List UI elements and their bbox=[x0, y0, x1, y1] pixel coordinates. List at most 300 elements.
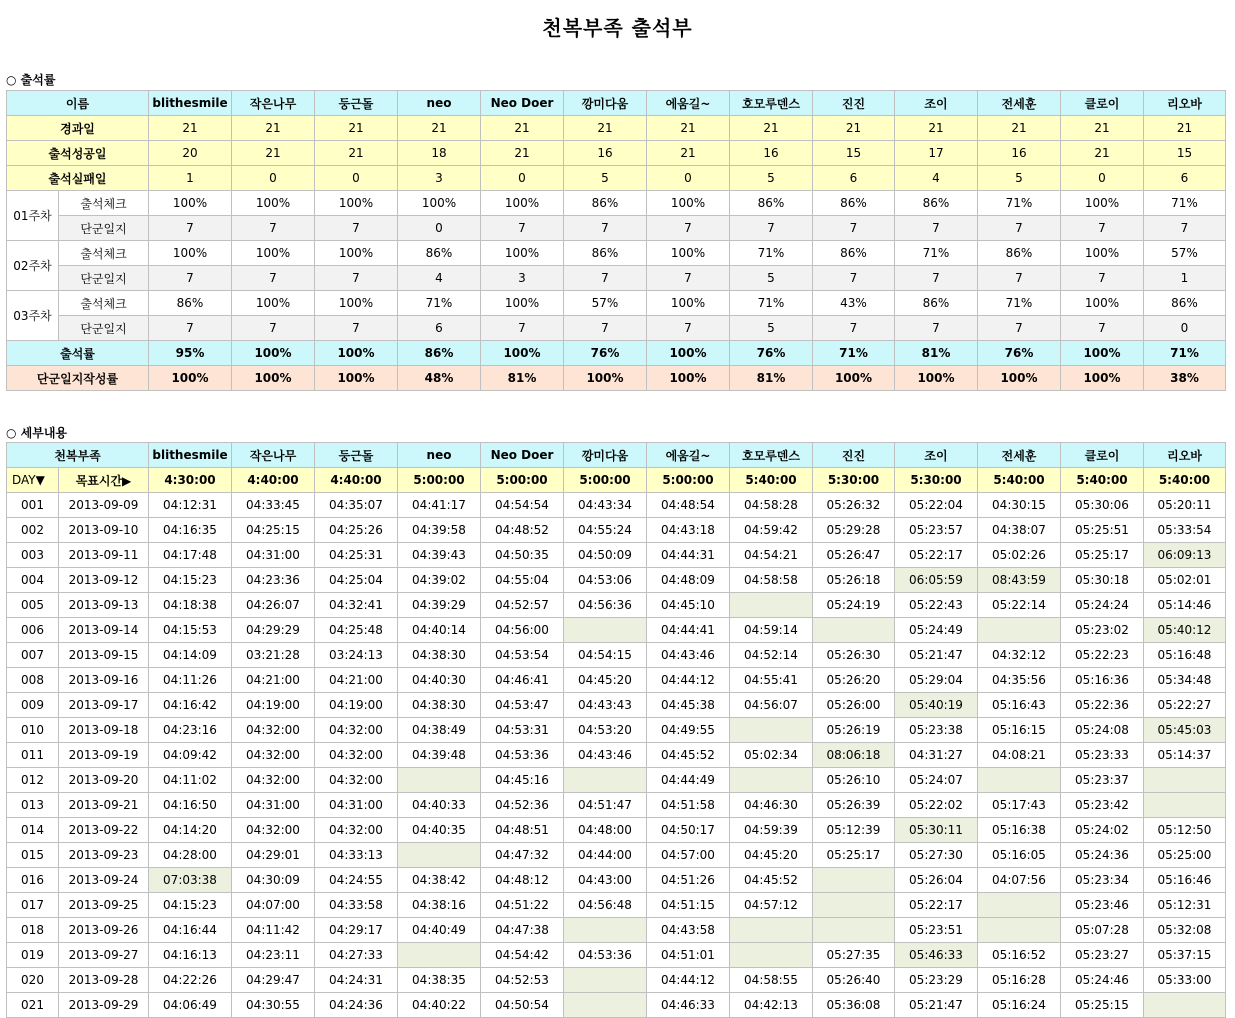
rate-value: 71% bbox=[813, 341, 895, 366]
checkin-time: 04:24:55 bbox=[315, 868, 398, 893]
checkin-time: 04:15:23 bbox=[149, 893, 232, 918]
week-check-row bbox=[7, 291, 1226, 316]
checkin-time: 04:17:48 bbox=[149, 543, 232, 568]
checkin-time: 05:14:37 bbox=[1144, 743, 1226, 768]
checkin-time: 04:56:48 bbox=[564, 893, 647, 918]
journal-value: 7 bbox=[232, 216, 315, 241]
checkin-time: 04:40:22 bbox=[398, 993, 481, 1018]
checkin-time bbox=[398, 843, 481, 868]
elapsed-row-value: 21 bbox=[1061, 116, 1144, 141]
fail-row-value: 6 bbox=[1144, 166, 1226, 191]
checkin-time: 05:40:12 bbox=[1144, 618, 1226, 643]
checkin-time: 04:53:06 bbox=[564, 568, 647, 593]
fail-row-value: 6 bbox=[813, 166, 895, 191]
checkin-time: 04:53:54 bbox=[481, 643, 564, 668]
target-time: 4:40:00 bbox=[315, 468, 398, 493]
checkin-time bbox=[1144, 768, 1226, 793]
member-name: 에움길~ bbox=[647, 443, 730, 468]
journal-rate-value: 100% bbox=[1061, 366, 1144, 391]
checkin-time: 04:25:26 bbox=[315, 518, 398, 543]
detail-section-label: ○ 세부내용 bbox=[6, 426, 68, 440]
week-label: 01주차 bbox=[7, 191, 59, 241]
checkin-time: 04:16:42 bbox=[149, 693, 232, 718]
checkin-time: 04:51:01 bbox=[647, 943, 730, 968]
fail-row-value: 0 bbox=[647, 166, 730, 191]
checkin-time bbox=[1144, 793, 1226, 818]
checkin-time: 04:06:49 bbox=[149, 993, 232, 1018]
journal-value: 7 bbox=[232, 316, 315, 341]
journal-value: 7 bbox=[149, 216, 232, 241]
checkin-time: 06:09:13 bbox=[1144, 543, 1226, 568]
checkin-time: 04:25:15 bbox=[232, 518, 315, 543]
rate-value: 86% bbox=[398, 341, 481, 366]
checkin-time: 04:59:14 bbox=[730, 618, 813, 643]
check-value: 71% bbox=[398, 291, 481, 316]
journal-value: 7 bbox=[813, 216, 895, 241]
success-row-value: 16 bbox=[564, 141, 647, 166]
checkin-time: 04:53:36 bbox=[481, 743, 564, 768]
target-time: 5:00:00 bbox=[564, 468, 647, 493]
checkin-time: 04:12:31 bbox=[149, 493, 232, 518]
checkin-time: 05:26:30 bbox=[813, 643, 895, 668]
checkin-time: 04:53:20 bbox=[564, 718, 647, 743]
checkin-time: 05:26:20 bbox=[813, 668, 895, 693]
day-row bbox=[7, 893, 1226, 918]
rate-value: 71% bbox=[1144, 341, 1226, 366]
elapsed-row-value: 21 bbox=[647, 116, 730, 141]
journal-rate-row bbox=[7, 366, 1226, 391]
fail-row-value: 0 bbox=[315, 166, 398, 191]
checkin-time: 04:32:00 bbox=[232, 768, 315, 793]
checkin-time: 05:22:14 bbox=[978, 593, 1061, 618]
name-header: 이름 bbox=[7, 91, 149, 116]
day-date: 2013-09-25 bbox=[59, 893, 149, 918]
summary-section-label: ○ 출석률 bbox=[6, 73, 56, 87]
checkin-time: 04:40:49 bbox=[398, 918, 481, 943]
day-number: 009 bbox=[7, 693, 59, 718]
checkin-time bbox=[730, 768, 813, 793]
checkin-time: 04:28:00 bbox=[149, 843, 232, 868]
day-date: 2013-09-22 bbox=[59, 818, 149, 843]
checkin-time: 05:16:36 bbox=[1061, 668, 1144, 693]
check-value: 100% bbox=[232, 241, 315, 266]
checkin-time: 05:23:46 bbox=[1061, 893, 1144, 918]
checkin-time: 05:36:08 bbox=[813, 993, 895, 1018]
checkin-time: 04:45:52 bbox=[647, 743, 730, 768]
checkin-time: 05:12:39 bbox=[813, 818, 895, 843]
checkin-time: 05:22:04 bbox=[895, 493, 978, 518]
member-name: 에움길~ bbox=[647, 91, 730, 116]
checkin-time bbox=[730, 943, 813, 968]
member-name: neo bbox=[398, 443, 481, 468]
check-value: 100% bbox=[481, 291, 564, 316]
elapsed-row-value: 21 bbox=[315, 116, 398, 141]
success-row-value: 21 bbox=[315, 141, 398, 166]
checkin-time: 05:16:48 bbox=[1144, 643, 1226, 668]
checkin-time: 04:56:36 bbox=[564, 593, 647, 618]
journal-label: 단군일지 bbox=[59, 216, 149, 241]
check-value: 71% bbox=[895, 241, 978, 266]
checkin-time: 05:26:47 bbox=[813, 543, 895, 568]
week-check-row bbox=[7, 191, 1226, 216]
checkin-time: 05:22:02 bbox=[895, 793, 978, 818]
member-name: blithesmile bbox=[149, 443, 232, 468]
journal-value: 0 bbox=[1144, 316, 1226, 341]
checkin-time: 04:18:38 bbox=[149, 593, 232, 618]
checkin-time: 05:17:43 bbox=[978, 793, 1061, 818]
checkin-time: 04:55:04 bbox=[481, 568, 564, 593]
checkin-time: 04:42:13 bbox=[730, 993, 813, 1018]
checkin-time: 04:58:58 bbox=[730, 568, 813, 593]
elapsed-row-value: 21 bbox=[149, 116, 232, 141]
checkin-time: 05:22:43 bbox=[895, 593, 978, 618]
checkin-time bbox=[813, 918, 895, 943]
tribe-label: 천복부족 bbox=[7, 443, 149, 468]
check-value: 100% bbox=[315, 291, 398, 316]
detail-header-row bbox=[7, 443, 1226, 468]
checkin-time: 04:43:46 bbox=[564, 743, 647, 768]
checkin-time: 04:30:15 bbox=[978, 493, 1061, 518]
checkin-time: 04:32:12 bbox=[978, 643, 1061, 668]
day-number: 019 bbox=[7, 943, 59, 968]
checkin-time: 04:40:35 bbox=[398, 818, 481, 843]
checkin-time: 05:26:04 bbox=[895, 868, 978, 893]
checkin-time: 05:22:23 bbox=[1061, 643, 1144, 668]
checkin-time: 05:26:39 bbox=[813, 793, 895, 818]
check-value: 86% bbox=[813, 191, 895, 216]
member-name: 진진 bbox=[813, 91, 895, 116]
checkin-time: 04:31:27 bbox=[895, 743, 978, 768]
day-number: 001 bbox=[7, 493, 59, 518]
check-value: 100% bbox=[149, 241, 232, 266]
check-value: 86% bbox=[149, 291, 232, 316]
checkin-time: 04:56:00 bbox=[481, 618, 564, 643]
journal-value: 7 bbox=[978, 266, 1061, 291]
checkin-time: 04:39:58 bbox=[398, 518, 481, 543]
checkin-time: 05:14:46 bbox=[1144, 593, 1226, 618]
check-value: 100% bbox=[1061, 191, 1144, 216]
checkin-time: 04:52:14 bbox=[730, 643, 813, 668]
checkin-time: 04:43:46 bbox=[647, 643, 730, 668]
checkin-time: 04:38:16 bbox=[398, 893, 481, 918]
checkin-time: 04:48:12 bbox=[481, 868, 564, 893]
checkin-time bbox=[730, 718, 813, 743]
success-row-value: 18 bbox=[398, 141, 481, 166]
checkin-time: 05:32:08 bbox=[1144, 918, 1226, 943]
checkin-time: 04:44:41 bbox=[647, 618, 730, 643]
journal-value: 7 bbox=[564, 316, 647, 341]
checkin-time: 04:32:00 bbox=[315, 818, 398, 843]
checkin-time: 05:23:38 bbox=[895, 718, 978, 743]
checkin-time: 04:21:00 bbox=[315, 668, 398, 693]
checkin-time: 08:06:18 bbox=[813, 743, 895, 768]
checkin-time: 04:43:18 bbox=[647, 518, 730, 543]
journal-rate-value: 100% bbox=[149, 366, 232, 391]
day-row bbox=[7, 868, 1226, 893]
checkin-time: 04:16:44 bbox=[149, 918, 232, 943]
checkin-time: 04:49:55 bbox=[647, 718, 730, 743]
day-date: 2013-09-26 bbox=[59, 918, 149, 943]
check-value: 86% bbox=[978, 241, 1061, 266]
checkin-time: 04:50:09 bbox=[564, 543, 647, 568]
journal-value: 7 bbox=[813, 316, 895, 341]
checkin-time: 05:25:17 bbox=[1061, 543, 1144, 568]
checkin-time: 05:23:27 bbox=[1061, 943, 1144, 968]
success-row bbox=[7, 141, 1226, 166]
rate-value: 76% bbox=[978, 341, 1061, 366]
day-date: 2013-09-16 bbox=[59, 668, 149, 693]
checkin-time: 04:43:43 bbox=[564, 693, 647, 718]
journal-value: 4 bbox=[398, 266, 481, 291]
journal-rate-value: 100% bbox=[232, 366, 315, 391]
day-row bbox=[7, 543, 1226, 568]
member-name: 전세훈 bbox=[978, 91, 1061, 116]
checkin-time: 04:46:41 bbox=[481, 668, 564, 693]
day-row bbox=[7, 818, 1226, 843]
journal-value: 7 bbox=[149, 266, 232, 291]
checkin-time: 05:45:03 bbox=[1144, 718, 1226, 743]
checkin-time: 04:38:42 bbox=[398, 868, 481, 893]
target-time: 4:30:00 bbox=[149, 468, 232, 493]
checkin-time: 04:14:09 bbox=[149, 643, 232, 668]
target-time: 5:00:00 bbox=[398, 468, 481, 493]
checkin-time: 04:40:33 bbox=[398, 793, 481, 818]
target-time: 5:30:00 bbox=[813, 468, 895, 493]
day-date: 2013-09-09 bbox=[59, 493, 149, 518]
target-label: 목표시간▶ bbox=[59, 468, 149, 493]
checkin-time: 04:54:15 bbox=[564, 643, 647, 668]
journal-value: 7 bbox=[481, 216, 564, 241]
day-date: 2013-09-10 bbox=[59, 518, 149, 543]
target-time: 5:00:00 bbox=[647, 468, 730, 493]
check-value: 100% bbox=[647, 191, 730, 216]
checkin-time: 04:57:12 bbox=[730, 893, 813, 918]
day-number: 002 bbox=[7, 518, 59, 543]
day-number: 011 bbox=[7, 743, 59, 768]
checkin-time: 05:16:46 bbox=[1144, 868, 1226, 893]
success-row-value: 21 bbox=[1061, 141, 1144, 166]
fail-row-label: 출석실패일 bbox=[7, 166, 149, 191]
journal-value: 7 bbox=[1061, 216, 1144, 241]
checkin-time: 04:58:55 bbox=[730, 968, 813, 993]
day-number: 014 bbox=[7, 818, 59, 843]
member-name: 작은나무 bbox=[232, 443, 315, 468]
checkin-time: 04:51:22 bbox=[481, 893, 564, 918]
week-journal-row bbox=[7, 316, 1226, 341]
day-date: 2013-09-27 bbox=[59, 943, 149, 968]
day-date: 2013-09-19 bbox=[59, 743, 149, 768]
checkin-time: 05:22:17 bbox=[895, 543, 978, 568]
day-number: 012 bbox=[7, 768, 59, 793]
checkin-time: 08:43:59 bbox=[978, 568, 1061, 593]
checkin-time: 04:48:09 bbox=[647, 568, 730, 593]
checkin-time: 05:30:06 bbox=[1061, 493, 1144, 518]
checkin-time: 04:48:51 bbox=[481, 818, 564, 843]
journal-value: 7 bbox=[895, 266, 978, 291]
checkin-time bbox=[564, 993, 647, 1018]
check-label: 출석체크 bbox=[59, 291, 149, 316]
day-label: DAY▼ bbox=[7, 468, 59, 493]
day-date: 2013-09-23 bbox=[59, 843, 149, 868]
journal-label: 단군일지 bbox=[59, 266, 149, 291]
checkin-time: 04:15:53 bbox=[149, 618, 232, 643]
checkin-time: 04:59:42 bbox=[730, 518, 813, 543]
member-name: 리오바 bbox=[1144, 91, 1226, 116]
rate-value: 100% bbox=[647, 341, 730, 366]
checkin-time: 05:26:40 bbox=[813, 968, 895, 993]
checkin-time: 04:45:20 bbox=[730, 843, 813, 868]
checkin-time: 04:25:31 bbox=[315, 543, 398, 568]
check-value: 86% bbox=[1144, 291, 1226, 316]
checkin-time bbox=[564, 918, 647, 943]
target-time: 5:40:00 bbox=[978, 468, 1061, 493]
checkin-time: 04:33:45 bbox=[232, 493, 315, 518]
checkin-time: 04:30:55 bbox=[232, 993, 315, 1018]
checkin-time: 04:52:36 bbox=[481, 793, 564, 818]
success-row-value: 16 bbox=[730, 141, 813, 166]
checkin-time bbox=[564, 968, 647, 993]
member-name: 리오바 bbox=[1144, 443, 1226, 468]
week-journal-row bbox=[7, 266, 1226, 291]
checkin-time: 04:54:21 bbox=[730, 543, 813, 568]
checkin-time: 03:24:13 bbox=[315, 643, 398, 668]
checkin-time: 04:45:52 bbox=[730, 868, 813, 893]
member-name: 깡미다움 bbox=[564, 443, 647, 468]
checkin-time: 04:44:49 bbox=[647, 768, 730, 793]
fail-row-value: 1 bbox=[149, 166, 232, 191]
checkin-time: 05:23:42 bbox=[1061, 793, 1144, 818]
rate-value: 76% bbox=[730, 341, 813, 366]
checkin-time: 05:16:52 bbox=[978, 943, 1061, 968]
fail-row-value: 5 bbox=[730, 166, 813, 191]
day-date: 2013-09-21 bbox=[59, 793, 149, 818]
summary-header-row bbox=[7, 91, 1226, 116]
success-row-value: 15 bbox=[813, 141, 895, 166]
success-row-value: 17 bbox=[895, 141, 978, 166]
checkin-time bbox=[813, 893, 895, 918]
member-name: 작은나무 bbox=[232, 91, 315, 116]
target-time: 5:40:00 bbox=[730, 468, 813, 493]
day-number: 020 bbox=[7, 968, 59, 993]
checkin-time: 05:27:35 bbox=[813, 943, 895, 968]
day-date: 2013-09-14 bbox=[59, 618, 149, 643]
checkin-time: 05:16:38 bbox=[978, 818, 1061, 843]
checkin-time: 04:31:00 bbox=[315, 793, 398, 818]
checkin-time: 04:29:01 bbox=[232, 843, 315, 868]
checkin-time: 04:33:58 bbox=[315, 893, 398, 918]
journal-rate-value: 38% bbox=[1144, 366, 1226, 391]
checkin-time: 04:35:07 bbox=[315, 493, 398, 518]
check-value: 86% bbox=[564, 191, 647, 216]
check-value: 100% bbox=[647, 241, 730, 266]
checkin-time: 04:51:58 bbox=[647, 793, 730, 818]
journal-value: 7 bbox=[315, 316, 398, 341]
checkin-time: 05:24:36 bbox=[1061, 843, 1144, 868]
checkin-time: 05:26:19 bbox=[813, 718, 895, 743]
checkin-time: 05:20:11 bbox=[1144, 493, 1226, 518]
checkin-time: 04:11:02 bbox=[149, 768, 232, 793]
checkin-time: 04:51:47 bbox=[564, 793, 647, 818]
day-row bbox=[7, 668, 1226, 693]
checkin-time: 04:09:42 bbox=[149, 743, 232, 768]
checkin-time: 04:55:24 bbox=[564, 518, 647, 543]
checkin-time bbox=[398, 768, 481, 793]
checkin-time: 04:39:48 bbox=[398, 743, 481, 768]
check-value: 86% bbox=[564, 241, 647, 266]
checkin-time: 04:50:54 bbox=[481, 993, 564, 1018]
target-time: 5:30:00 bbox=[895, 468, 978, 493]
week-label: 03주차 bbox=[7, 291, 59, 341]
target-time-row bbox=[7, 468, 1226, 493]
checkin-time: 05:07:28 bbox=[1061, 918, 1144, 943]
target-time: 5:40:00 bbox=[1144, 468, 1226, 493]
checkin-time: 05:23:02 bbox=[1061, 618, 1144, 643]
checkin-time: 05:23:37 bbox=[1061, 768, 1144, 793]
fail-row-value: 0 bbox=[1061, 166, 1144, 191]
check-value: 100% bbox=[481, 191, 564, 216]
checkin-time: 04:16:50 bbox=[149, 793, 232, 818]
checkin-time: 04:32:41 bbox=[315, 593, 398, 618]
checkin-time: 05:24:02 bbox=[1061, 818, 1144, 843]
success-row-value: 21 bbox=[647, 141, 730, 166]
check-value: 43% bbox=[813, 291, 895, 316]
journal-value: 7 bbox=[813, 266, 895, 291]
checkin-time: 04:11:42 bbox=[232, 918, 315, 943]
checkin-time: 05:16:28 bbox=[978, 968, 1061, 993]
checkin-time: 04:24:36 bbox=[315, 993, 398, 1018]
checkin-time bbox=[730, 918, 813, 943]
checkin-time: 04:32:00 bbox=[315, 743, 398, 768]
fail-row-value: 0 bbox=[232, 166, 315, 191]
day-date: 2013-09-24 bbox=[59, 868, 149, 893]
checkin-time: 05:27:30 bbox=[895, 843, 978, 868]
check-value: 71% bbox=[978, 191, 1061, 216]
checkin-time: 04:45:16 bbox=[481, 768, 564, 793]
checkin-time: 05:26:18 bbox=[813, 568, 895, 593]
checkin-time bbox=[564, 618, 647, 643]
day-row bbox=[7, 718, 1226, 743]
checkin-time: 04:45:20 bbox=[564, 668, 647, 693]
checkin-time: 04:32:00 bbox=[232, 743, 315, 768]
checkin-time: 04:33:13 bbox=[315, 843, 398, 868]
journal-rate-value: 48% bbox=[398, 366, 481, 391]
checkin-time: 05:23:33 bbox=[1061, 743, 1144, 768]
checkin-time: 05:26:10 bbox=[813, 768, 895, 793]
checkin-time: 04:44:31 bbox=[647, 543, 730, 568]
checkin-time: 04:50:17 bbox=[647, 818, 730, 843]
journal-rate-value: 100% bbox=[895, 366, 978, 391]
elapsed-row-label: 경과일 bbox=[7, 116, 149, 141]
day-date: 2013-09-15 bbox=[59, 643, 149, 668]
day-row bbox=[7, 768, 1226, 793]
checkin-time: 04:32:00 bbox=[232, 718, 315, 743]
checkin-time: 04:32:00 bbox=[315, 718, 398, 743]
checkin-time: 04:22:26 bbox=[149, 968, 232, 993]
checkin-time: 05:12:50 bbox=[1144, 818, 1226, 843]
journal-rate-value: 100% bbox=[647, 366, 730, 391]
day-number: 013 bbox=[7, 793, 59, 818]
checkin-time: 03:21:28 bbox=[232, 643, 315, 668]
day-row bbox=[7, 618, 1226, 643]
checkin-time: 04:38:30 bbox=[398, 693, 481, 718]
checkin-time: 04:38:49 bbox=[398, 718, 481, 743]
checkin-time: 04:48:00 bbox=[564, 818, 647, 843]
fail-row-value: 5 bbox=[564, 166, 647, 191]
checkin-time: 05:21:47 bbox=[895, 643, 978, 668]
journal-rate-label: 단군일지작성률 bbox=[7, 366, 149, 391]
day-date: 2013-09-11 bbox=[59, 543, 149, 568]
day-row bbox=[7, 693, 1226, 718]
